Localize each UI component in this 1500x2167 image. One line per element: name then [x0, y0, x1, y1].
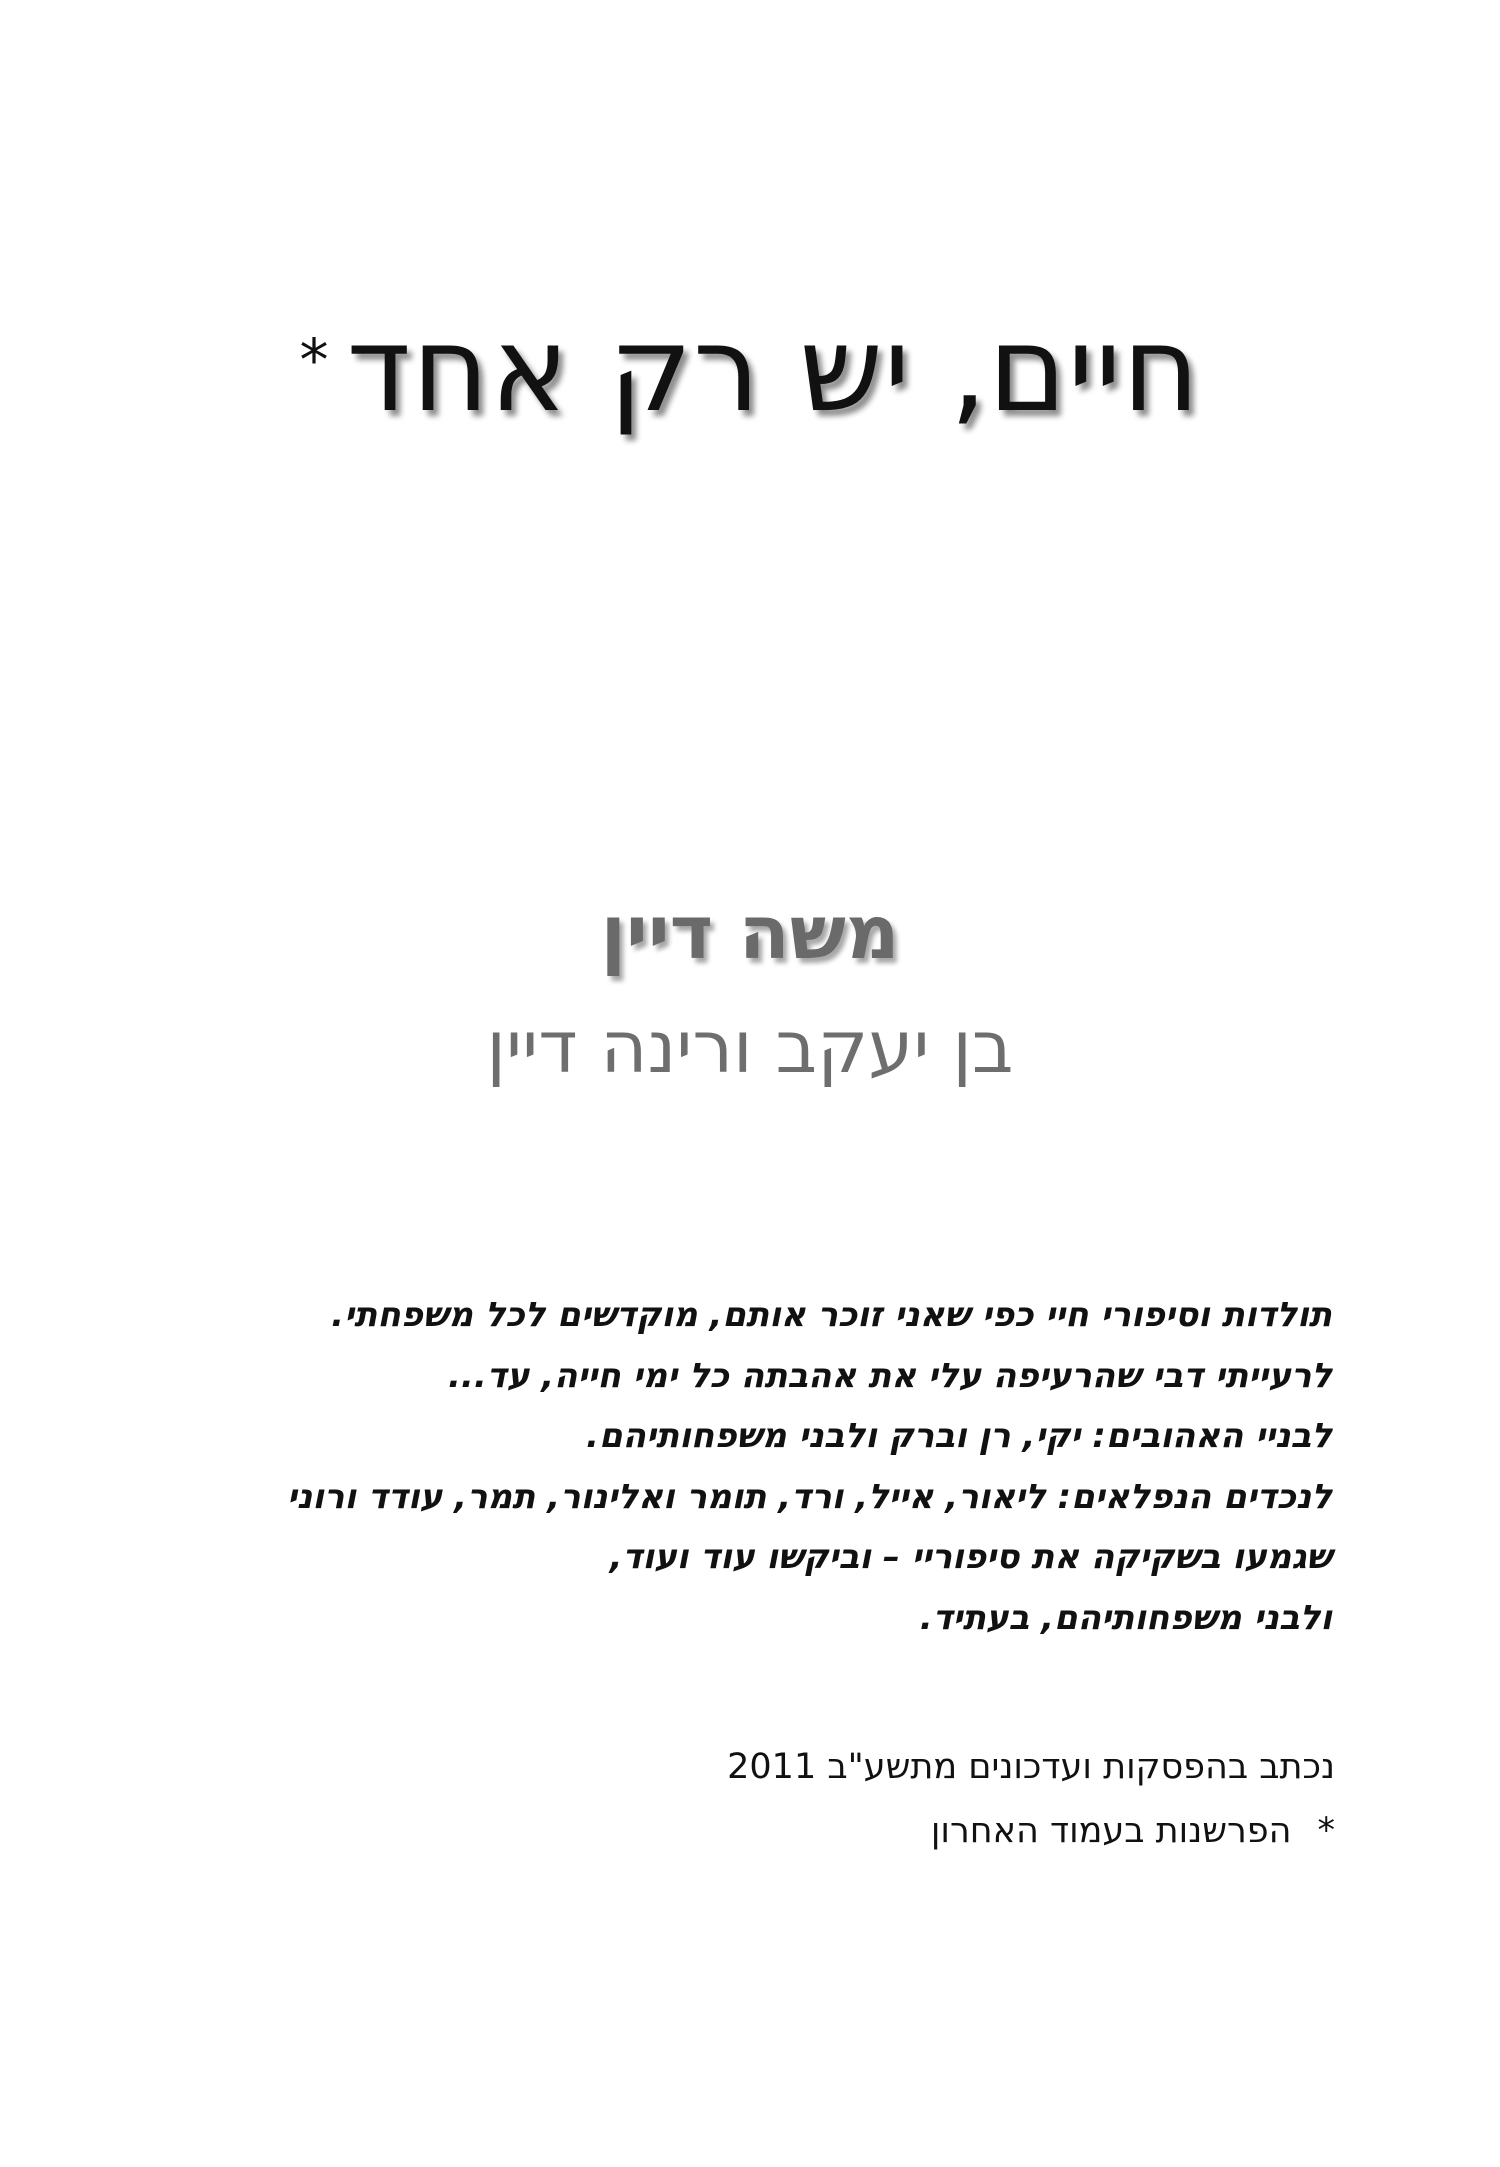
dedication-line: לבניי האהובים: יקי, רן וברק ולבני משפחותיהם.	[586, 1416, 1332, 1456]
footnote-asterisk: *	[1317, 1811, 1335, 1851]
dedication-line: ולבני משפחותיהם, בעתיד.	[919, 1597, 1332, 1638]
dedication-line: שגמעו בשקיקה את סיפוריי – וביקשו עוד ועוד,	[609, 1537, 1332, 1577]
title-asterisk: *	[299, 326, 329, 394]
written-note: נכתב בהפסקות ועדכונים מתשע"ב 2011	[727, 1747, 1335, 1787]
author-parents: בן יעקב ורינה דיין	[486, 1005, 1014, 1089]
interpretation-note-text: הפרשנות בעמוד האחרון	[930, 1811, 1292, 1851]
title-line	[0, 300, 1500, 438]
interpretation-note	[435, 1799, 1335, 1863]
dedication-line: תולדות וסיפורי חיי כפי שאני זוכר אותם, מוקדשים לכל משפחתי.	[331, 1295, 1332, 1335]
book-title: חיים, יש רק אחד	[346, 300, 1201, 438]
dedication	[92, 1285, 1332, 1648]
dedication-line: לרעייתי דבי שהרעיפה עלי את אהבתה כל ימי חייה, עד...	[448, 1355, 1332, 1396]
dedication-line: לנכדים הנפלאים: ליאור, אייל, ורד, תומר ואלינור, תמר, עודד ורוני	[286, 1476, 1332, 1517]
footnote	[435, 1735, 1335, 1863]
author-name: משה דיין	[600, 890, 900, 976]
